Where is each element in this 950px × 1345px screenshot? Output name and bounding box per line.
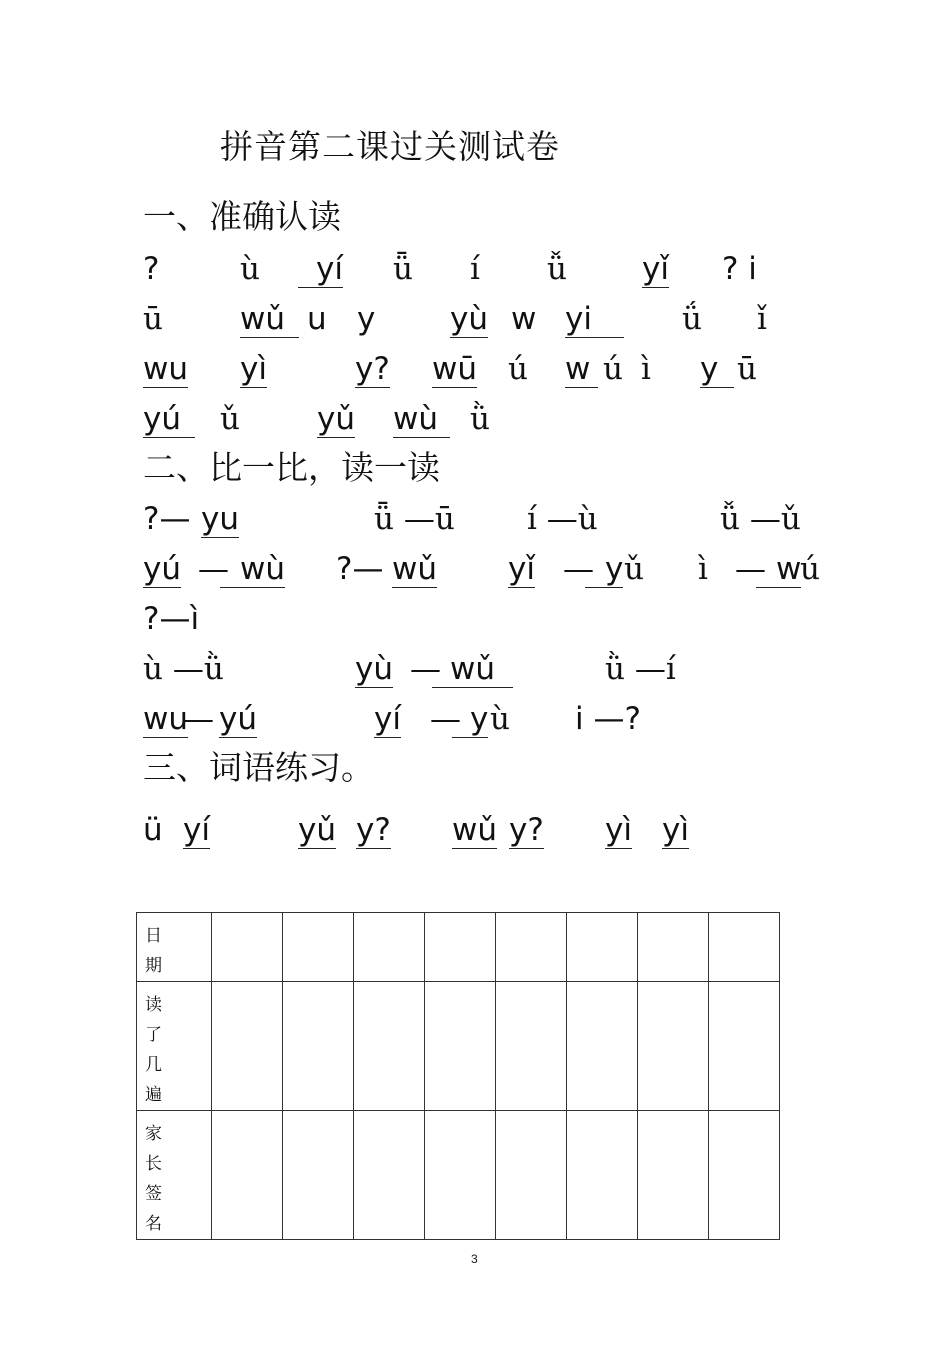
page-number: 3 <box>471 1252 478 1266</box>
pinyin-token: y <box>357 301 376 337</box>
pinyin-token: yì <box>662 812 689 848</box>
pinyin-token: ú <box>800 551 820 587</box>
table-cell[interactable] <box>496 913 567 982</box>
row-label-times-read <box>137 982 212 1111</box>
table-cell[interactable] <box>212 913 283 982</box>
pinyin-token: wǔ <box>432 654 513 688</box>
pinyin-token: ?— <box>336 551 384 587</box>
pinyin-token: ū <box>737 351 757 387</box>
pinyin-token: yi <box>565 304 624 338</box>
pinyin-token: ǚ <box>547 251 567 287</box>
table-row <box>137 982 780 1111</box>
pinyin-token: wù <box>393 404 450 438</box>
label-line: 几 遍 <box>145 1055 172 1105</box>
pinyin-token: — <box>430 701 461 737</box>
pinyin-token: yú <box>143 404 195 438</box>
label-line: 读 了 <box>145 995 172 1045</box>
pinyin-token: yí <box>298 254 343 288</box>
pinyin-token: wù <box>220 554 285 588</box>
table-cell[interactable] <box>283 913 354 982</box>
pinyin-token: yǔ <box>317 401 355 437</box>
pinyin-token: wǔ <box>240 304 299 338</box>
pinyin-token: ǖ <box>393 251 413 287</box>
pinyin-token: yu <box>201 501 239 537</box>
pinyin-token: ū <box>143 301 163 337</box>
label-line: 签 名 <box>145 1184 172 1234</box>
table-cell[interactable] <box>709 913 780 982</box>
pinyin-token: yì <box>605 812 632 848</box>
table-cell[interactable] <box>709 1111 780 1240</box>
table-cell[interactable] <box>425 982 496 1111</box>
table-cell[interactable] <box>354 913 425 982</box>
pinyin-token: ǜ —í <box>605 651 676 687</box>
pinyin-token: yí <box>374 701 401 737</box>
pinyin-token: y <box>585 554 623 588</box>
table-cell[interactable] <box>425 1111 496 1240</box>
pinyin-token: — <box>183 701 214 737</box>
table-cell[interactable] <box>638 1111 709 1240</box>
pinyin-token: ǖ —ū <box>374 501 455 537</box>
pinyin-token: ǐ <box>757 301 767 337</box>
pinyin-token: ǔ <box>624 551 644 587</box>
pinyin-token: yú <box>219 701 257 737</box>
pinyin-token: — <box>198 551 229 587</box>
pinyin-token: ?—ì <box>143 601 200 637</box>
section-heading-1: 一、准确认读 <box>143 197 341 236</box>
section-heading-3: 三、词语练习。 <box>143 748 374 787</box>
table-cell[interactable] <box>567 982 638 1111</box>
pinyin-token: — <box>563 551 594 587</box>
label-line: 日 期 <box>145 926 172 976</box>
label-line: 家 长 <box>145 1124 172 1174</box>
pinyin-token: wǔ <box>392 551 438 587</box>
table-cell[interactable] <box>212 1111 283 1240</box>
pinyin-token: ǘ <box>682 301 702 337</box>
table-cell[interactable] <box>425 913 496 982</box>
pinyin-token: w <box>565 354 598 388</box>
pinyin-token: ì <box>698 551 708 587</box>
pinyin-token: y <box>700 354 734 388</box>
pinyin-token: yì <box>240 351 267 387</box>
table-cell[interactable] <box>283 982 354 1111</box>
pinyin-token: w <box>511 301 537 337</box>
table-row <box>137 913 780 982</box>
row-label-parent-signature <box>137 1111 212 1240</box>
table-cell[interactable] <box>638 982 709 1111</box>
pinyin-token: í <box>470 251 480 287</box>
pinyin-token: yù <box>355 651 393 687</box>
table-cell[interactable] <box>496 982 567 1111</box>
table-cell[interactable] <box>496 1111 567 1240</box>
pinyin-token: y? <box>355 351 390 387</box>
pinyin-token: yú <box>143 551 181 587</box>
pinyin-token: wu <box>143 701 189 737</box>
reading-log-table <box>136 912 780 1240</box>
section-heading-2: 二、比一比，读一读 <box>143 448 440 487</box>
pinyin-token: u <box>307 301 327 337</box>
table-cell[interactable] <box>567 913 638 982</box>
pinyin-token: ǜ <box>470 401 490 437</box>
pinyin-token: yǔ <box>298 812 336 848</box>
pinyin-token: ?— <box>143 501 191 537</box>
pinyin-token: ù <box>490 701 510 737</box>
table-cell[interactable] <box>354 1111 425 1240</box>
table-row <box>137 1111 780 1240</box>
pinyin-token: ? <box>143 251 160 287</box>
pinyin-token: ? i <box>722 251 757 287</box>
pinyin-token: ú <box>508 351 528 387</box>
pinyin-token: — <box>735 551 766 587</box>
pinyin-token: ǔ <box>220 401 240 437</box>
pinyin-token: yí <box>183 812 210 848</box>
pinyin-token: ü <box>143 812 163 848</box>
table-cell[interactable] <box>212 982 283 1111</box>
pinyin-token: wu <box>143 351 189 387</box>
pinyin-token: wǔ <box>452 812 498 848</box>
pinyin-token: ú <box>603 351 623 387</box>
pinyin-token: ù <box>240 251 260 287</box>
pinyin-token: yǐ <box>642 251 669 287</box>
pinyin-token: ǚ —ǔ <box>720 501 801 537</box>
pinyin-token: ù —ǜ <box>143 651 224 687</box>
row-label-date <box>137 913 212 982</box>
table-cell[interactable] <box>709 982 780 1111</box>
pinyin-token: w <box>756 554 801 588</box>
pinyin-token: y <box>452 704 488 738</box>
table-cell[interactable] <box>638 913 709 982</box>
pinyin-token: y? <box>509 812 544 848</box>
pinyin-token: yǐ <box>508 551 535 587</box>
pinyin-token: ì <box>641 351 651 387</box>
pinyin-token: yù <box>450 301 488 337</box>
table-cell[interactable] <box>283 1111 354 1240</box>
pinyin-token: i —? <box>575 701 641 737</box>
table-cell[interactable] <box>354 982 425 1111</box>
pinyin-token: — <box>410 651 441 687</box>
pinyin-token: wū <box>432 351 478 387</box>
pinyin-token: í —ù <box>527 501 598 537</box>
table-cell[interactable] <box>567 1111 638 1240</box>
page-title: 拼音第二课过关测试卷 <box>220 127 560 166</box>
pinyin-token: y? <box>356 812 391 848</box>
